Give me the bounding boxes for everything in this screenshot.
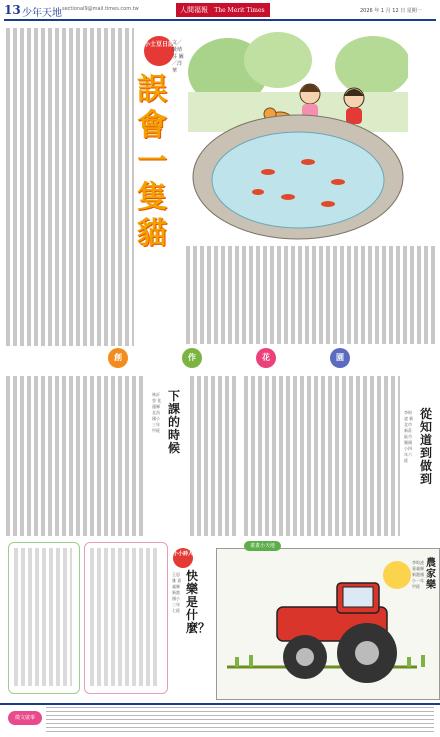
poem-tag: 小小詩人 (173, 548, 193, 568)
story2-text-right (190, 376, 238, 536)
story1-text-bottom (186, 246, 436, 344)
story1-text-left (6, 28, 134, 346)
poem-author: 王思雅 嘉義縣新港國小三年七班 (172, 572, 182, 613)
tree-right (335, 36, 408, 96)
art-tag: 畫畫小天地 (244, 541, 281, 551)
footer-notice-text (46, 707, 434, 733)
pond-water (212, 132, 384, 228)
story2-title: 下課的時候 (168, 389, 181, 455)
section-circle-3: 花 (256, 348, 276, 368)
brand-name-en: The Merit Times (214, 7, 265, 14)
story1-title: 誤會一隻貓 (137, 72, 167, 251)
section-title: 少年天地 (22, 8, 62, 19)
footer-badge: 徵文啟事 (8, 711, 42, 725)
story3-title: 從知道到做到 (420, 407, 433, 486)
art-panel (216, 548, 440, 700)
issue-date: 2026 年 1 月 12 日 星期一 (360, 8, 422, 14)
header-divider (4, 19, 436, 21)
art-title: 農家樂 (426, 558, 436, 591)
page-number: 13 (4, 3, 21, 17)
story1-illustration (188, 32, 408, 242)
sun-icon (383, 561, 411, 589)
girl-hair (300, 84, 320, 92)
poem-title: 快樂是什麼？ (186, 569, 211, 635)
boy-shirt (346, 108, 362, 124)
story1-credit: 文／黃靖芬 圖／洋華 (172, 40, 184, 74)
brand-banner (176, 3, 270, 17)
tractor-drawing (217, 549, 439, 699)
section-website[interactable]: sectional9@mail.times.com.tw (62, 6, 139, 12)
section-circle-4: 園 (330, 348, 350, 368)
story1-tag: 小士豆日記 (144, 36, 174, 66)
story2-text (6, 376, 146, 536)
section-circle-2: 作 (182, 348, 202, 368)
story3-text (244, 376, 400, 536)
poem-text-2 (90, 548, 160, 686)
art-author: 李昀凌 嘉義縣新港國小一年甲班 (412, 560, 424, 589)
brand-name: 人間福報 (180, 6, 208, 14)
section-circle-1: 創 (108, 348, 128, 368)
tractor-window (343, 587, 373, 607)
story3-author: 李昀凌 新北市新莊區丹鳳國小四年六班 (404, 410, 414, 463)
tree-mid (244, 32, 312, 88)
poem-text-1 (14, 548, 72, 686)
story2-author: 林沂瑩 花蓮縣北昌國小三年甲班 (152, 392, 162, 433)
